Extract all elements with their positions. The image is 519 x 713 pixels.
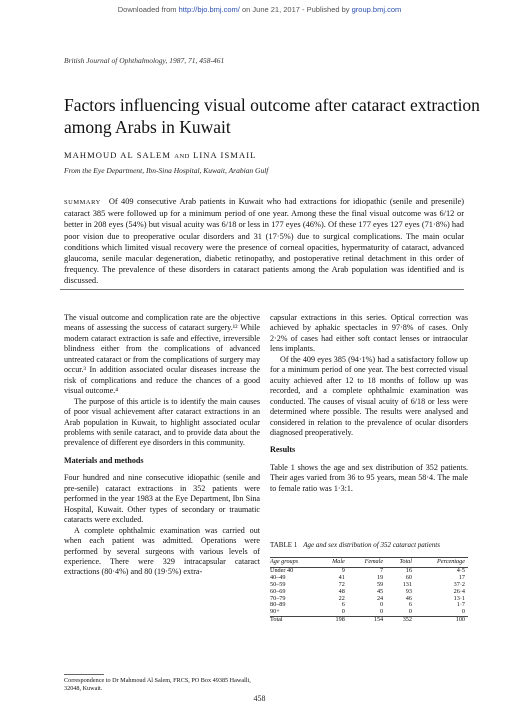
table-number: TABLE 1 xyxy=(270,541,298,549)
footnote-rule xyxy=(64,674,104,675)
table-row: 60–69 48 45 93 26·4 xyxy=(270,587,465,595)
author-1: MAHMOUD AL SALEM xyxy=(64,150,172,160)
abstract-text: Of 409 consecutive Arab patients in Kuwait who had extractions for idiopathic (senile and presenile) cataract 385 were followed up for a minimum period of one year. Among these the final visual outcome was 6/12 or better in 208 eyes (54%) but visual acuity was 6/18 or less in 177 eyes (46%). Of these 177 eyes 127 eyes (71·8%) had poor vision due to preoperative ocular disorders and 31 (17·5%) due to surgical complications. The main ocular conditions which limited visual recovery were the presence of corneal opacities, hypermaturity of cataract, advanced glaucoma, senile macular degeneration, diabetic retinopathy, and postoperative retinal detachment in this order of frequency. The prevalence of these disorders in cataract patients among the Arab population was identified and is discussed. xyxy=(64,197,464,286)
section-divider xyxy=(60,289,464,290)
correspondence-footnote: Correspondence to Dr Mahmoud Al Salem, FRCS, PO Box 49385 Hawalli, 32048, Kuwait. xyxy=(64,677,251,692)
methods-paragraph-2: A complete ophthalmic examination was carried out when each patient was admitted. Operations were performed by several surgeons with various levels of experience. There were 329 intracapsular cataract extractions (80·4%) and 80 (19·5%) extra- xyxy=(64,525,260,577)
header-female: Female xyxy=(364,558,384,565)
bjo-link[interactable]: http://bjo.bmj.com/ xyxy=(178,5,240,14)
table-row: 80–89 6 0 6 1·7 xyxy=(270,601,465,609)
continued-paragraph: capsular extractions in this series. Optical correction was achieved by aphakic spectacles in 97·8% of cases. Only 2·2% of cases had either soft contact lenses or intraocular lens implants. xyxy=(270,313,468,354)
table-header-row xyxy=(270,558,468,568)
header-age-groups: Age groups xyxy=(270,558,299,565)
header-percentage: Percentage xyxy=(437,558,465,565)
methods-heading: Materials and methods xyxy=(64,455,144,465)
author-line xyxy=(64,150,256,160)
abstract-label: SUMMARY xyxy=(64,199,101,206)
header-male: Male xyxy=(332,558,345,565)
table-row: 70–79 22 24 46 13·1 xyxy=(270,594,465,602)
table-row: 90+ 0 0 0 0 xyxy=(270,608,465,616)
affiliation: From the Eye Department, Ibn-Sina Hospital, Kuwait, Arabian Gulf xyxy=(64,166,269,175)
table-caption xyxy=(270,541,468,549)
group-bmj-link[interactable]: group.bmj.com xyxy=(351,5,402,14)
table-title: Age and sex distribution of 352 cataract patients xyxy=(303,541,440,549)
followup-paragraph: Of the 409 eyes 385 (94·1%) had a satisfactory follow up for a minimum period of one year. The best corrected visual acuity achieved after 12 to 18 months of follow up was recorded, and a complete ophthalmic examination was conducted. The causes of visual acuity of 6/18 or less were determined where possible. The results were analysed and considered in relation to the prevalence of ocular disorders diagnosed preoperatively. xyxy=(270,354,468,437)
abstract xyxy=(64,196,464,287)
author-2: LINA ISMAIL xyxy=(193,150,257,160)
intro-paragraph-2: The purpose of this article is to identify the main causes of poor visual achievement after cataract extractions in an Arab population in Kuwait, to highlight associated ocular problems with senile cataract, and to provide data about the prevalence of different eye disorders in this community. xyxy=(64,396,260,448)
header-total: Total xyxy=(399,558,412,565)
age-sex-table xyxy=(270,557,468,624)
table-row: Under 40 9 7 16 4·5 xyxy=(270,566,465,574)
author-conjunction: AND xyxy=(174,153,190,160)
right-column xyxy=(270,313,468,494)
journal-citation: British Journal of Ophthalmology, 1987, 71, 458-461 xyxy=(64,56,225,65)
left-column xyxy=(64,313,260,578)
results-paragraph-1: Table 1 shows the age and sex distribution of 352 patients. Their ages varied from 36 to 95 years, mean 58·4. The male to female ratio was 1·3:1. xyxy=(270,462,468,493)
methods-paragraph-1: Four hundred and nine consecutive idiopathic (senile and pre-senile) cataract extractions in 352 patients were performed in the year 1983 at the Eye Department, Ibn Sina Hospital, Kuwait. Other types of secondary or traumatic cataracts were excluded. xyxy=(64,473,260,525)
results-heading: Results xyxy=(270,445,296,455)
intro-paragraph-1: The visual outcome and complication rate are the objective means of assessing the success of cataract surgery.¹² While modern cataract extraction is safe and effective, irreversible blindness either from the complications of advanced untreated cataract or from the complications of surgery may occur.³ In addition associated ocular diseases increase the risk of complications and reduce the chances of a good visual outcome.⁴ xyxy=(64,313,260,396)
download-banner: Downloaded from http://bjo.bmj.com/ on June 21, 2017 - Published by group.bmj.com xyxy=(117,5,402,14)
table-row: 50–59 72 59 131 37·2 xyxy=(270,580,465,588)
article-title: Factors influencing visual outcome after cataract extraction among Arabs in Kuwait xyxy=(64,95,480,137)
table-row: 40–49 41 19 60 17 xyxy=(270,573,465,581)
page-number: 458 xyxy=(253,694,266,703)
table-total-row: Total 198 154 352 100 xyxy=(270,617,468,624)
